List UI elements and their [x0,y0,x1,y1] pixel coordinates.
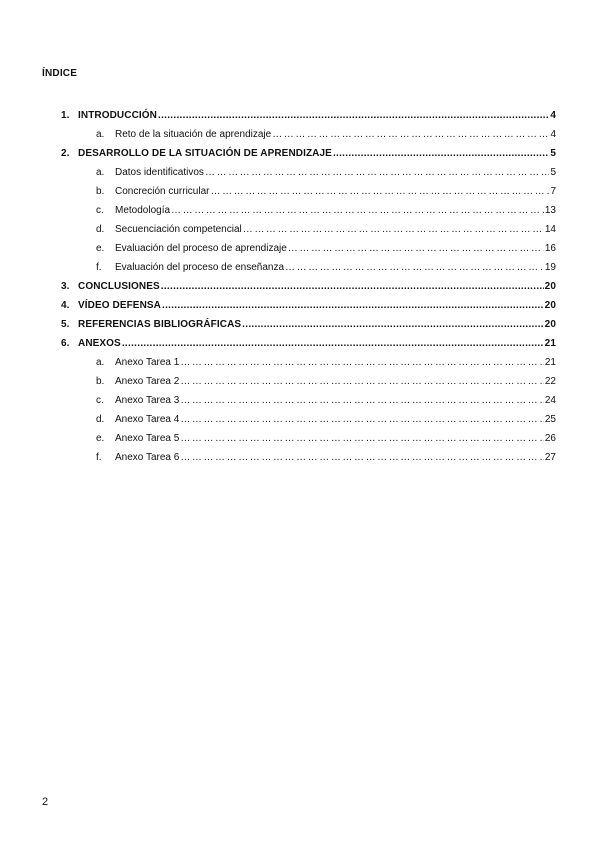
toc-entry-label: Metodología [115,205,171,216]
toc-entry-main[interactable] [61,110,556,129]
toc-entry-sub[interactable] [61,262,556,281]
toc-entry-label: Anexo Tarea 2 [115,376,180,387]
toc-entry-sub[interactable] [61,376,556,395]
toc-entry-page: 7 [550,186,556,197]
toc-entry-page: 13 [544,205,556,216]
toc-entry-number: e. [96,433,105,444]
toc-entry-page: 22 [544,376,556,387]
page-number: 2 [42,796,49,808]
toc-dot-leader [285,262,544,274]
toc-dot-leader [180,395,544,407]
toc-entry-main[interactable] [61,319,556,338]
table-of-contents [61,110,556,471]
toc-entry-main[interactable] [61,281,556,300]
toc-entry-page: 20 [544,319,556,330]
toc-entry-sub[interactable] [61,243,556,262]
toc-entry-label: Anexo Tarea 6 [115,452,180,463]
toc-entry-label: Anexo Tarea 5 [115,433,180,444]
toc-entry-number: 1. [61,110,70,121]
toc-entry-page: 4 [550,129,556,140]
toc-entry-number: 5. [61,319,70,330]
toc-entry-page: 16 [544,243,556,254]
toc-entry-number: e. [96,243,105,254]
toc-entry-sub[interactable] [61,224,556,243]
toc-entry-number: a. [96,357,105,368]
toc-entry-main[interactable] [61,338,556,357]
toc-entry-number: f. [96,262,102,273]
toc-entry-label: ANEXOS [78,338,121,349]
toc-entry-number: c. [96,205,104,216]
toc-dot-leader [180,414,544,426]
toc-entry-sub[interactable] [61,186,556,205]
toc-entry-number: 2. [61,148,70,159]
toc-entry-label: VÍDEO DEFENSA [78,300,161,311]
toc-entry-number: b. [96,186,105,197]
toc-dot-leader [242,319,544,331]
toc-dot-leader [162,300,544,312]
toc-entry-page: 27 [544,452,556,463]
toc-dot-leader [180,376,544,388]
toc-entry-page: 21 [544,357,556,368]
toc-entry-label: Evaluación del proceso de enseñanza [115,262,285,273]
toc-entry-sub[interactable] [61,414,556,433]
toc-entry-number: d. [96,224,105,235]
toc-entry-label: Anexo Tarea 3 [115,395,180,406]
toc-dot-leader [180,433,544,445]
toc-entry-label: Anexo Tarea 4 [115,414,180,425]
toc-entry-label: Anexo Tarea 1 [115,357,180,368]
toc-dot-leader [180,452,544,464]
toc-dot-leader [243,224,544,236]
toc-entry-number: 4. [61,300,70,311]
toc-entry-number: f. [96,452,102,463]
toc-entry-label: INTRODUCCIÓN [78,110,157,121]
toc-entry-sub[interactable] [61,205,556,224]
toc-entry-page: 14 [544,224,556,235]
toc-entry-page: 4 [550,110,556,121]
toc-entry-page: 5 [550,148,556,159]
toc-entry-sub[interactable] [61,395,556,414]
toc-dot-leader [205,167,550,179]
toc-dot-leader [333,148,549,160]
toc-dot-leader [122,338,544,350]
toc-dot-leader [288,243,544,255]
toc-entry-page: 19 [544,262,556,273]
toc-entry-sub[interactable] [61,167,556,186]
toc-entry-page: 25 [544,414,556,425]
toc-entry-sub[interactable] [61,129,556,148]
toc-dot-leader [161,281,544,293]
toc-entry-label: Secuenciación competencial [115,224,242,235]
toc-entry-number: a. [96,129,105,140]
toc-entry-label: Datos identificativos [115,167,204,178]
toc-entry-page: 24 [544,395,556,406]
toc-entry-page: 20 [544,281,556,292]
toc-entry-page: 5 [550,167,556,178]
toc-entry-sub[interactable] [61,452,556,471]
toc-dot-leader [210,186,549,198]
toc-entry-sub[interactable] [61,357,556,376]
toc-dot-leader [158,110,549,122]
toc-entry-number: b. [96,376,105,387]
toc-dot-leader [272,129,549,141]
toc-entry-sub[interactable] [61,433,556,452]
toc-entry-label: Evaluación del proceso de aprendizaje [115,243,287,254]
toc-entry-number: c. [96,395,104,406]
toc-entry-page: 21 [544,338,556,349]
toc-entry-main[interactable] [61,300,556,319]
toc-entry-number: 6. [61,338,70,349]
toc-entry-number: d. [96,414,105,425]
toc-entry-page: 20 [544,300,556,311]
toc-entry-page: 26 [544,433,556,444]
toc-entry-main[interactable] [61,148,556,167]
toc-entry-label: CONCLUSIONES [78,281,160,292]
toc-entry-label: REFERENCIAS BIBLIOGRÁFICAS [78,319,242,330]
toc-entry-number: a. [96,167,105,178]
toc-entry-number: 3. [61,281,70,292]
toc-entry-label: Reto de la situación de aprendizaje [115,129,272,140]
toc-dot-leader [180,357,544,369]
toc-entry-label: Concreción curricular [115,186,210,197]
toc-entry-label: DESARROLLO DE LA SITUACIÓN DE APRENDIZAJE [78,148,332,159]
toc-dot-leader [171,205,544,217]
toc-heading: ÍNDICE [42,68,78,79]
